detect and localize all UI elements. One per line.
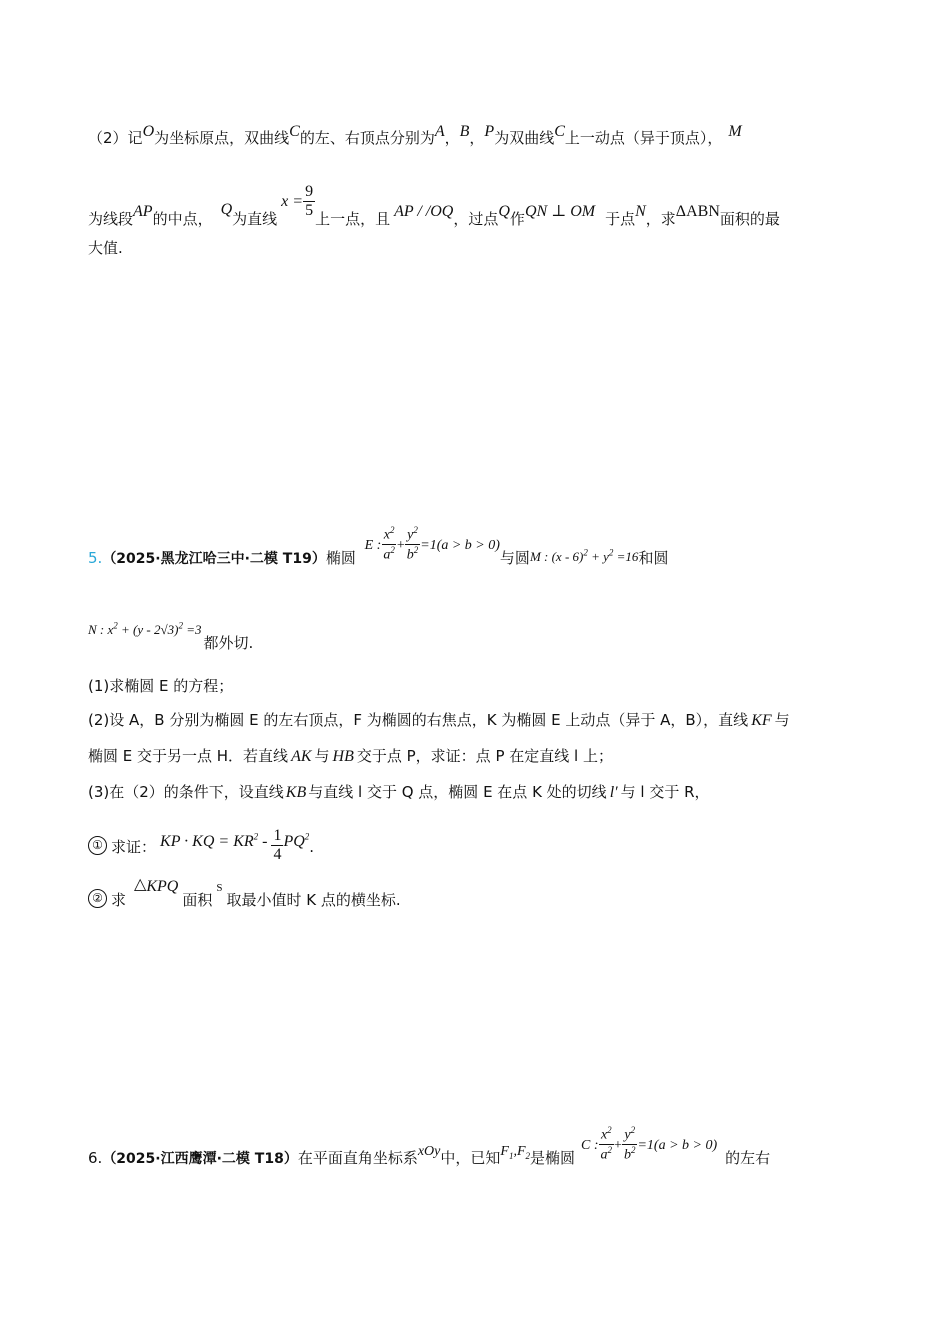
q5-sub3 xyxy=(88,782,710,803)
math-triangle-ABN: ΔABN xyxy=(675,203,720,220)
math-x-eq: x = xyxy=(281,193,304,210)
math-a: a xyxy=(383,547,391,563)
text: 上一动点（异于顶点）， xyxy=(564,129,723,147)
math-F: F xyxy=(500,1143,509,1159)
frac-den: 5 xyxy=(305,202,314,219)
frac-num: 9 xyxy=(305,183,314,200)
circled-one: ① xyxy=(88,836,107,855)
text: 取最小值时 K 点的横坐标. xyxy=(226,891,401,909)
math-part: =16 xyxy=(613,548,639,564)
q5-sub2-line1 xyxy=(88,710,790,731)
text: ， xyxy=(444,129,460,147)
math-part: + (y - 2√3) xyxy=(117,622,179,638)
math-part: PQ xyxy=(283,833,305,850)
text: 的中点， xyxy=(152,210,213,228)
math-c1-equation-end: $PQ^2$ xyxy=(283,831,310,850)
math-AK: AK xyxy=(291,748,312,765)
text: 都外切. xyxy=(203,634,254,653)
text: 记 xyxy=(127,129,143,147)
math-C: C xyxy=(554,123,565,140)
math-Q: Q xyxy=(498,203,510,220)
math-part: =3 xyxy=(182,622,202,638)
math-c1-equation: KP · KQ = $KR^2$ - xyxy=(160,831,272,850)
math-N: N xyxy=(635,203,646,220)
q5-sub1 xyxy=(88,676,233,696)
math-P: P xyxy=(484,123,495,140)
math-perp: QN ⊥ OM xyxy=(524,203,596,220)
fraction-y2-b2: $\frac{y^2}{b^2}$ xyxy=(623,1125,636,1163)
fraction-1-4 xyxy=(271,828,283,863)
math-x: x xyxy=(600,1127,608,1143)
question-source: （2025·黑龙江哈三中·二模 T19） xyxy=(102,550,326,567)
text: 求 xyxy=(111,891,127,909)
question-number: 5. xyxy=(88,548,103,567)
text: (1)求椭圆 E 的方程； xyxy=(88,677,234,695)
text: 面积 xyxy=(182,891,213,909)
text: 为直线 xyxy=(232,210,278,228)
math-C: C xyxy=(289,123,300,140)
text: 的左右 xyxy=(725,1148,771,1167)
text: 为线段 xyxy=(88,210,134,228)
math-KPQ: KPQ xyxy=(146,878,179,895)
math-xOy: xOy xyxy=(417,1143,441,1159)
text: 椭圆 E 交于另一点 H．若直线 xyxy=(88,747,289,765)
frac-den: 4 xyxy=(273,846,282,863)
math-x: x xyxy=(383,527,390,543)
math-part: + y xyxy=(587,548,609,564)
math-part: N : x xyxy=(88,622,114,638)
part2-line1 xyxy=(88,123,742,149)
text: 与 xyxy=(774,711,790,729)
text: ， xyxy=(469,129,485,147)
q5-c1 xyxy=(88,814,314,864)
text: 大值. xyxy=(88,239,123,257)
math-l-prime: l′ xyxy=(609,784,618,801)
text: 作 xyxy=(509,210,525,228)
text: 面积的最 xyxy=(719,210,780,228)
math-HB: HB xyxy=(332,748,354,765)
text: 是椭圆 xyxy=(530,1148,576,1167)
math-KB: KB xyxy=(285,784,307,801)
math-M: M xyxy=(728,123,742,140)
text: (3)在（2）的条件下，设直线 xyxy=(88,783,284,801)
math-C: C : xyxy=(581,1137,599,1153)
math-O: O xyxy=(142,123,155,140)
math-parallel: AP / /OQ xyxy=(394,203,454,220)
math-plus: + xyxy=(614,1137,622,1153)
q6-line1 xyxy=(88,1108,771,1167)
math-b: b xyxy=(406,547,414,563)
math-plus: + xyxy=(396,537,405,553)
text: 的左、右顶点分别为 xyxy=(299,129,435,147)
q5-c2 xyxy=(88,874,401,914)
text: 交于点 P，求证：点 P 在定直线 l 上； xyxy=(356,747,613,765)
math-circle-M: M : $(x - 6)^2 + y^2 =16$ xyxy=(529,547,639,564)
math-eq: =1(a > b > 0) xyxy=(637,1137,718,1153)
part-label: （2） xyxy=(88,129,128,147)
text: 求证： xyxy=(111,838,157,856)
frac-num: 1 xyxy=(273,827,282,844)
text: 上一点，且 xyxy=(315,210,391,228)
question-source: （2025·江西鹰潭·二模 T18） xyxy=(102,1150,298,1167)
text: ，过点 xyxy=(453,210,499,228)
math-triangle: △ xyxy=(134,876,147,893)
math-E: E : xyxy=(364,537,382,553)
text: . xyxy=(309,838,315,856)
text: (2)设 A，B 分别为椭圆 E 的左右顶点，F 为椭圆的右焦点，K 为椭圆 E 上动点（异于 A，B），直线 xyxy=(88,711,749,729)
math-part: - xyxy=(258,833,272,850)
text: 与 l 交于 R， xyxy=(620,783,710,801)
math-part: M : (x - 6) xyxy=(529,548,584,564)
math-y: y xyxy=(407,527,414,543)
math-part: KP · KQ = KR xyxy=(160,833,254,850)
math-B: B xyxy=(459,123,470,140)
part2-line2 xyxy=(88,178,780,228)
question-number: 6. xyxy=(88,1148,103,1167)
math-eq: =1(a > b > 0) xyxy=(420,537,500,553)
text: 为双曲线 xyxy=(494,129,555,147)
math-b: b xyxy=(623,1147,631,1163)
fraction-y2-b2: $\frac{y^2}{b^2}$ xyxy=(406,525,419,563)
fraction-9-5 xyxy=(303,184,315,219)
text: 为坐标原点，双曲线 xyxy=(154,129,290,147)
math-circle-N: N : $x^2 + (y - 2√3)^2 =3$ xyxy=(88,621,202,638)
fraction-x2-a2: $\frac{x^2}{a^2}$ xyxy=(383,525,395,563)
text: 与直线 l 交于 Q 点，椭圆 E 在点 K 处的切线 xyxy=(308,783,607,801)
q5-sub2-line2 xyxy=(88,746,613,767)
text: 于点 xyxy=(605,210,636,228)
part2-line3 xyxy=(88,238,123,258)
math-A: A xyxy=(434,123,445,140)
math-KF: KF xyxy=(751,712,772,729)
math-Q: Q xyxy=(220,201,233,218)
math-S: S xyxy=(216,882,223,894)
q5-line1 xyxy=(88,512,669,567)
text: 与 xyxy=(314,747,330,765)
math-F1F2: $F_1,F_2$ xyxy=(500,1143,531,1161)
text: ，求 xyxy=(645,210,676,228)
math-F: F xyxy=(516,1143,526,1159)
text: 椭圆 xyxy=(325,548,356,567)
text: 中，已知 xyxy=(440,1148,501,1167)
text: 与圆 xyxy=(499,548,530,567)
fraction-x2-a2: $\frac{x^2}{a^2}$ xyxy=(600,1125,613,1163)
q5-line2 xyxy=(88,616,254,653)
circled-two: ② xyxy=(88,889,107,908)
text: 和圆 xyxy=(638,548,669,567)
math-y: y xyxy=(624,1127,631,1143)
math-a: a xyxy=(600,1147,608,1163)
math-AP: AP xyxy=(133,203,153,220)
text: 在平面直角坐标系 xyxy=(297,1148,418,1167)
